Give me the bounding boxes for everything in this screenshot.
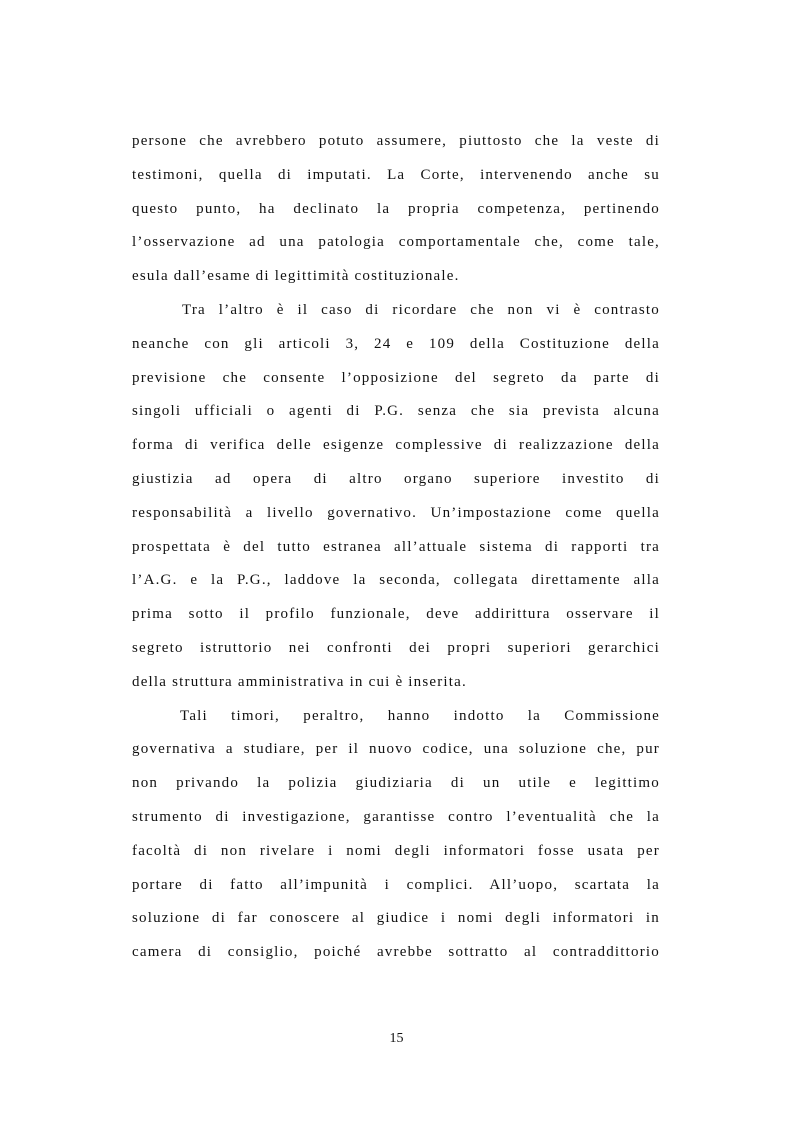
text-line: facoltà di non rivelare i nomi degli informatori fosse usata per <box>132 842 660 859</box>
text-line: l’osservazione ad una patologia comportamentale che, come tale, <box>132 234 660 251</box>
text-line: portare di fatto all’impunità i complici. All’uopo, scartata la <box>132 876 660 893</box>
text-line: soluzione di far conoscere al giudice i nomi degli informatori in <box>132 910 660 927</box>
text-line: persone che avrebbero potuto assumere, piuttosto che la veste di <box>132 133 660 149</box>
text-line: segreto istruttorio nei confronti dei propri superiori gerarchici <box>132 639 660 656</box>
text-line: previsione che consente l’opposizione del segreto da parte di <box>132 369 660 386</box>
text-line: della struttura amministrativa in cui è inserita. <box>132 673 467 690</box>
text-line: singoli ufficiali o agenti di P.G. senza che sia prevista alcuna <box>132 403 660 420</box>
text-line: forma di verifica delle esigenze complessive di realizzazione della <box>132 437 660 454</box>
text-line: giustizia ad opera di altro organo superiore investito di <box>132 470 660 487</box>
text-line: governativa a studiare, per il nuovo codice, una soluzione che, pur <box>132 741 660 758</box>
text-line: prima sotto il profilo funzionale, deve addirittura osservare il <box>132 606 660 623</box>
text-line: testimoni, quella di imputati. La Corte, intervenendo anche su <box>132 166 660 183</box>
text-line: prospettata è del tutto estranea all’attuale sistema di rapporti tra <box>132 538 660 555</box>
text-line: questo punto, ha declinato la propria competenza, pertinendo <box>132 200 660 217</box>
body-text <box>132 129 660 974</box>
text-line: strumento di investigazione, garantisse contro l’eventualità che la <box>132 808 660 825</box>
text-line: responsabilità a livello governativo. Un’impostazione come quella <box>132 504 660 521</box>
text-line: l’A.G. e la P.G., laddove la seconda, collegata direttamente alla <box>132 572 660 589</box>
text-line: esula dall’esame di legittimità costituzionale. <box>132 268 460 285</box>
page-number: 15 <box>389 1031 404 1046</box>
text-line: camera di consiglio, poiché avrebbe sottratto al contraddittorio <box>132 944 660 961</box>
text-line: Tra l’altro è il caso di ricordare che non vi è contrasto <box>182 301 660 318</box>
text-line: neanche con gli articoli 3, 24 e 109 della Costituzione della <box>132 335 660 352</box>
text-line: Tali timori, peraltro, hanno indotto la Commissione <box>180 707 660 724</box>
text-line: non privando la polizia giudiziaria di un utile e legittimo <box>132 775 660 792</box>
